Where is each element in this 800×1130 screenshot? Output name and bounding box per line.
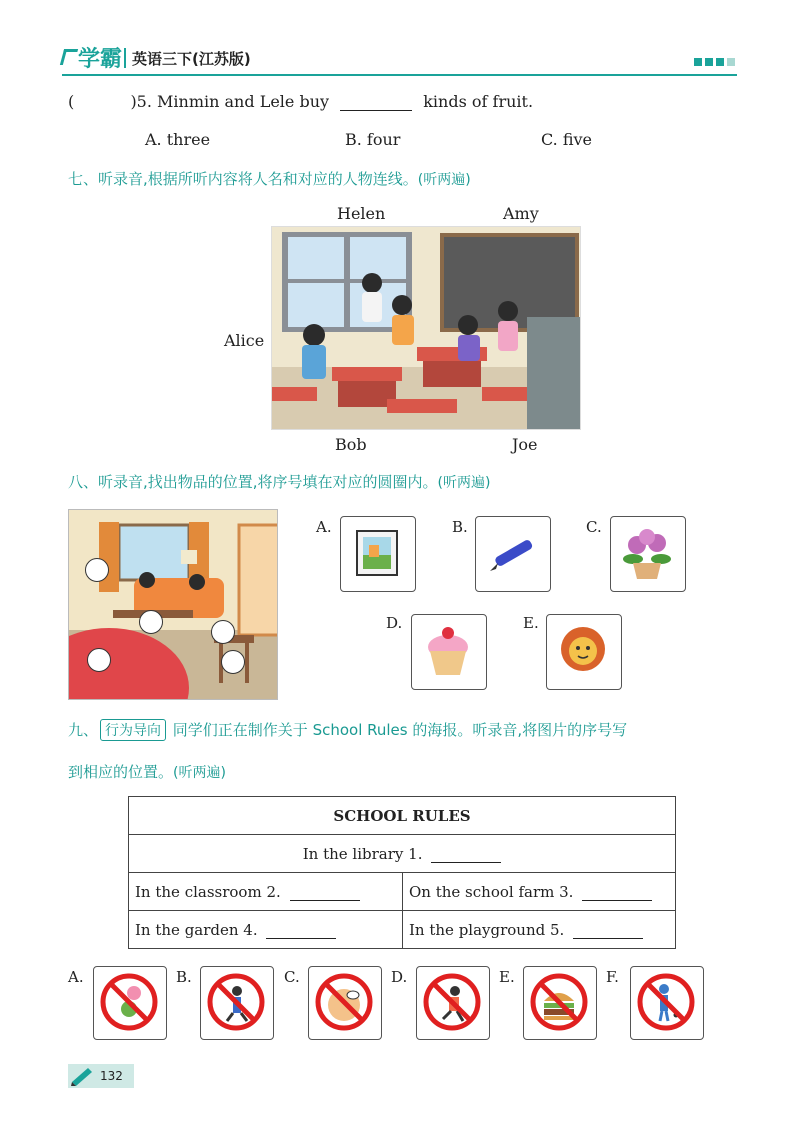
- option-b[interactable]: B. four: [345, 130, 401, 149]
- picture-icon: [341, 517, 414, 590]
- sign-f[interactable]: [630, 966, 704, 1040]
- sign-e[interactable]: [523, 966, 597, 1040]
- answer-paren-open: (: [68, 92, 75, 111]
- sign-b[interactable]: [200, 966, 274, 1040]
- cap-icon: [60, 49, 78, 65]
- item-label-d: D.: [386, 614, 403, 632]
- answer-circle-1[interactable]: [85, 558, 109, 582]
- playground-label: In the playground 5.: [409, 920, 565, 939]
- page-footer: [68, 1064, 134, 1088]
- no-eating-burger-icon: [524, 967, 595, 1038]
- name-amy[interactable]: Amy: [503, 204, 539, 223]
- option-a[interactable]: A. three: [145, 130, 211, 149]
- blank-2[interactable]: [290, 885, 360, 901]
- section-9-number: 九、: [68, 721, 99, 739]
- header-rule: [62, 74, 737, 76]
- section-9-note: (听两遍): [173, 765, 226, 781]
- sign-c[interactable]: [308, 966, 382, 1040]
- section-9-heading-line2: [68, 761, 226, 782]
- section-7-title: 七、听录音,根据所听内容将人名和对应的人物连线。: [68, 170, 418, 188]
- no-littering-icon: [631, 967, 702, 1038]
- table-cell-farm: [403, 873, 676, 911]
- section-9-title-cont: 到相应的位置。: [68, 763, 174, 781]
- item-label-c: C.: [586, 518, 602, 536]
- question-5-blank[interactable]: [340, 95, 412, 111]
- name-joe[interactable]: Joe: [512, 435, 538, 454]
- item-a[interactable]: [340, 516, 416, 592]
- sign-label-d: D.: [391, 968, 408, 986]
- name-alice[interactable]: Alice: [224, 331, 265, 350]
- answer-circle-5[interactable]: [221, 650, 245, 674]
- item-label-a: A.: [316, 518, 332, 536]
- section-9-heading: [68, 719, 627, 741]
- living-room-illustration: [68, 509, 278, 700]
- option-c[interactable]: C. five: [541, 130, 593, 149]
- pen-icon: [476, 517, 549, 590]
- item-d[interactable]: [411, 614, 487, 690]
- sign-label-a: A.: [68, 968, 84, 986]
- section-7-note: (听两遍): [417, 172, 471, 188]
- sign-a[interactable]: [93, 966, 167, 1040]
- classroom-illustration: [271, 226, 581, 430]
- question-5-tail: kinds of fruit.: [423, 92, 534, 111]
- lion-toy-icon: [547, 615, 620, 688]
- table-row-library: [129, 835, 676, 873]
- table-cell-playground: [403, 911, 676, 949]
- header-divider: [124, 48, 126, 68]
- behavior-tag: 行为导向: [100, 719, 166, 741]
- blank-3[interactable]: [582, 885, 652, 901]
- book-title: 英语三下(江苏版): [132, 50, 251, 68]
- answer-circle-2[interactable]: [139, 610, 163, 634]
- library-label: In the library 1.: [302, 844, 423, 863]
- section-8-note: (听两遍): [437, 475, 491, 491]
- garden-label: In the garden 4.: [135, 920, 258, 939]
- no-eating-egg-icon: [309, 967, 380, 1038]
- sign-label-b: B.: [176, 968, 192, 986]
- brand-logo: [62, 40, 122, 74]
- section-8-heading: [68, 471, 490, 492]
- section-9-title: 同学们正在制作关于 School Rules 的海报。听录音,将图片的序号写: [172, 721, 628, 739]
- no-running-icon: [417, 967, 488, 1038]
- item-b[interactable]: [475, 516, 551, 592]
- item-label-b: B.: [452, 518, 468, 536]
- item-c[interactable]: [610, 516, 686, 592]
- name-helen[interactable]: Helen: [337, 204, 386, 223]
- sign-label-c: C.: [284, 968, 300, 986]
- item-e[interactable]: [546, 614, 622, 690]
- answer-circle-4[interactable]: [87, 648, 111, 672]
- table-title: SCHOOL RULES: [129, 797, 676, 835]
- item-label-e: E.: [523, 614, 539, 632]
- table-cell-classroom: [129, 873, 403, 911]
- no-climbing-icon: [201, 967, 272, 1038]
- page-number: 132: [100, 1069, 123, 1083]
- header-decoration: [694, 58, 735, 66]
- sign-d[interactable]: [416, 966, 490, 1040]
- pencil-icon: [70, 1066, 94, 1086]
- question-5: [68, 92, 533, 111]
- classroom-label: In the classroom 2.: [135, 882, 281, 901]
- blank-5[interactable]: [573, 923, 643, 939]
- name-bob[interactable]: Bob: [335, 435, 367, 454]
- answer-circle-3[interactable]: [211, 620, 235, 644]
- brand-logo-text: 学霸: [78, 46, 123, 72]
- blank-1[interactable]: [431, 847, 501, 863]
- table-cell-garden: [129, 911, 403, 949]
- classroom-scene-icon: [272, 227, 581, 430]
- section-7-heading: [68, 168, 471, 189]
- sign-label-f: F.: [606, 968, 619, 986]
- school-rules-table: [128, 796, 676, 949]
- flower-pot-icon: [611, 517, 684, 590]
- sign-label-e: E.: [499, 968, 515, 986]
- question-5-text: )5. Minmin and Lele buy: [130, 92, 330, 111]
- farm-label: On the school farm 3.: [409, 882, 574, 901]
- section-8-title: 八、听录音,找出物品的位置,将序号填在对应的圆圈内。: [68, 473, 438, 491]
- cake-icon: [412, 615, 485, 688]
- no-picking-flowers-icon: [94, 967, 165, 1038]
- blank-4[interactable]: [266, 923, 336, 939]
